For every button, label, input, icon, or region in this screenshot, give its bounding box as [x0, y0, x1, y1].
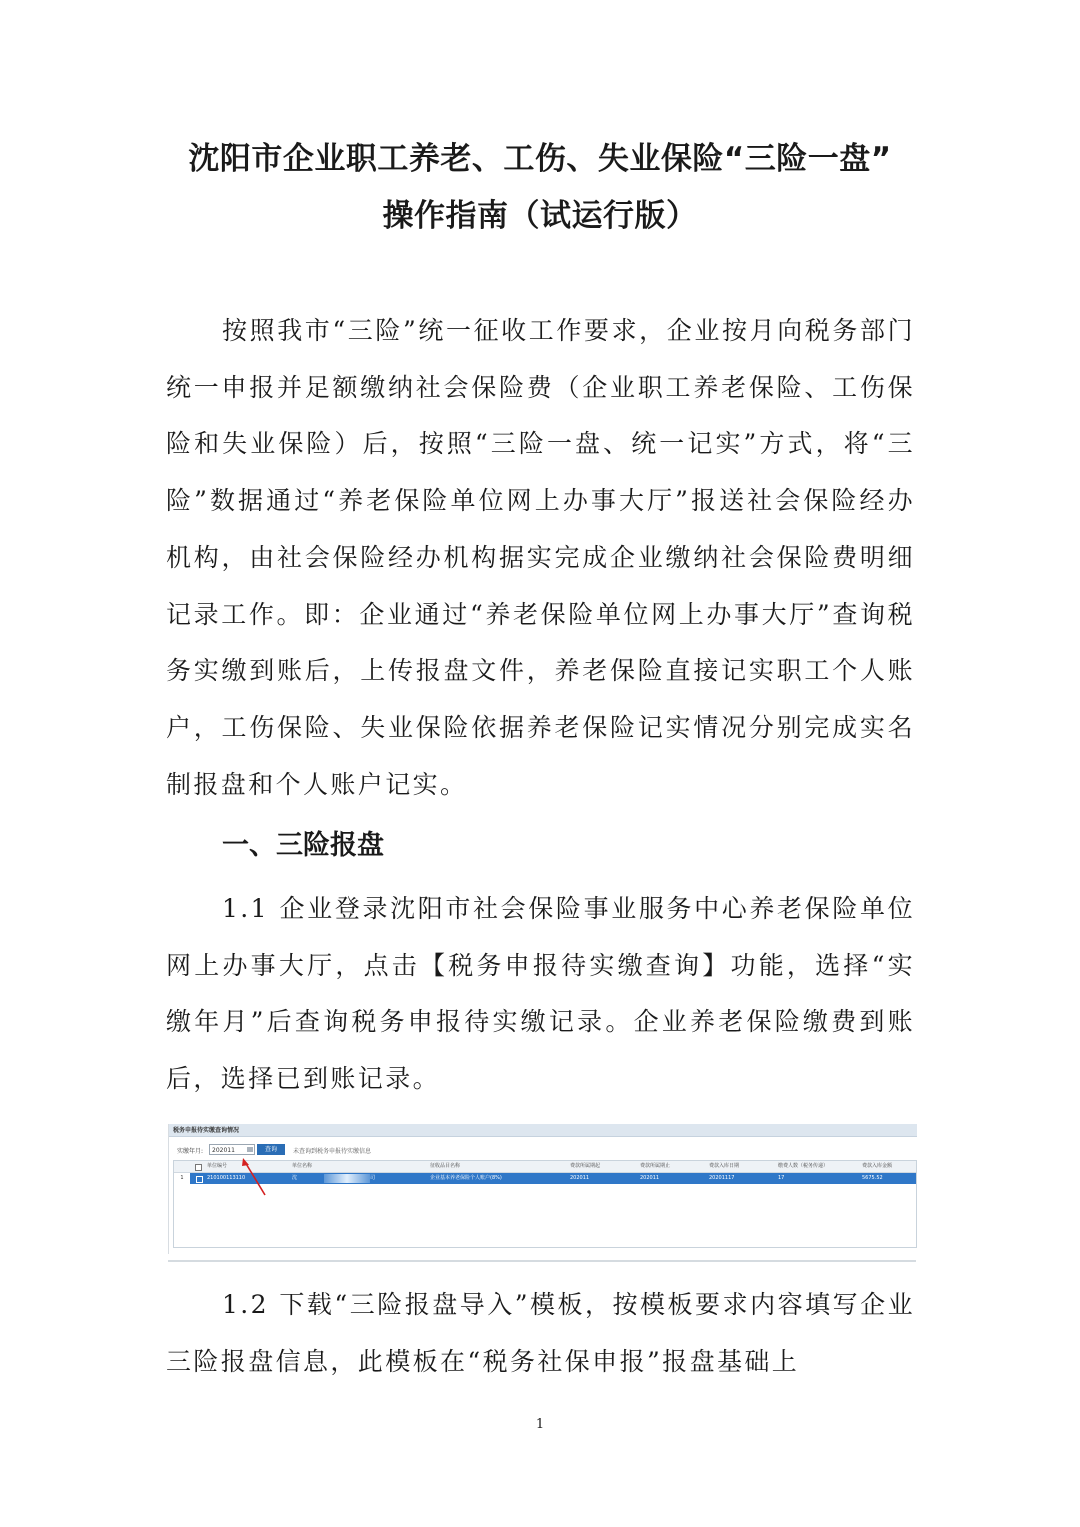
cell-entry-date: 20201117 — [709, 1175, 735, 1181]
panel-title: 税务申报待实缴查询情况 — [169, 1124, 917, 1137]
cell-amount: 5675.52 — [862, 1175, 883, 1181]
year-input[interactable]: 202011 — [209, 1144, 255, 1155]
step-1-2-paragraph: 1.2 下载“三险报盘导入”模板，按模板要求内容填写企业三险报盘信息，此模板在“税务社保申报”报盘基础上 — [166, 1290, 915, 1376]
screenshot-divider — [168, 1260, 916, 1262]
query-hint: 未查询到税务申报待实缴信息 — [293, 1148, 372, 1155]
annotation-arrow-icon — [169, 1124, 917, 1254]
row-number: 1 — [180, 1175, 184, 1181]
step-1-1-paragraph: 1.1 企业登录沈阳市社会保险事业服务中心养老保险单位网上办事大厅，点击【税务申报待实缴查询】功能，选择“实缴年月”后查询税务申报待实缴记录。企业养老保险缴费到账后，选择已到账记录。 — [166, 894, 915, 1094]
col-item: 征收品目名称 — [430, 1163, 461, 1169]
cell-unit-id: 210100113110 — [207, 1175, 246, 1181]
col-amount: 费款入库金额 — [862, 1163, 893, 1169]
page-number: 1 — [535, 1417, 545, 1432]
cell-unit-name-tail: 司 — [370, 1175, 376, 1181]
section-heading: 一、三险报盘 — [222, 830, 384, 861]
document-title-line2: 操作指南（试运行版） — [382, 198, 698, 234]
cell-count: 17 — [778, 1175, 785, 1181]
col-entry-date: 费款入库日期 — [709, 1163, 740, 1169]
col-unit-id: 单位编号 — [207, 1163, 228, 1169]
query-button[interactable]: 查询 — [257, 1144, 285, 1155]
col-period-end: 费款所属期止 — [640, 1163, 671, 1169]
year-label: 实缴年月: — [177, 1148, 204, 1155]
document-title-line1: 沈阳市企业职工养老、工伤、失业保险“三险一盘” — [188, 141, 892, 177]
intro-paragraph: 按照我市“三险”统一征收工作要求，企业按月向税务部门统一申报并足额缴纳社会保险费（企业职工养老保险、工伤保险和失业保险）后，按照“三险一盘、统一记实”方式，将“三险”数据通过“养老保险单位网上办事大厅”报送社会保险经办机构，由社会保险经办机构据实完成企业缴纳社会保险费明细记录工作。即：企业通过“养老保险单位网上办事大厅”查询税务实缴到账后，上传报盘文件，养老保险直接记实职工个人账户，工伤保险、失业保险依据养老保险记实情况分别完成实名制报盘和个人账户记实。 — [166, 316, 915, 799]
cell-unit-name: 沈 — [292, 1175, 298, 1181]
cell-item: 企业基本养老保险个人账户(8%) — [430, 1175, 502, 1181]
cell-period-end: 202011 — [640, 1175, 660, 1181]
embedded-screenshot — [168, 1124, 917, 1254]
col-count: 缴费人数（税务传递） — [778, 1163, 829, 1169]
col-period-start: 费款所属期起 — [570, 1163, 601, 1169]
col-unit-name: 单位名称 — [292, 1163, 313, 1169]
cell-period-start: 202011 — [570, 1175, 590, 1181]
